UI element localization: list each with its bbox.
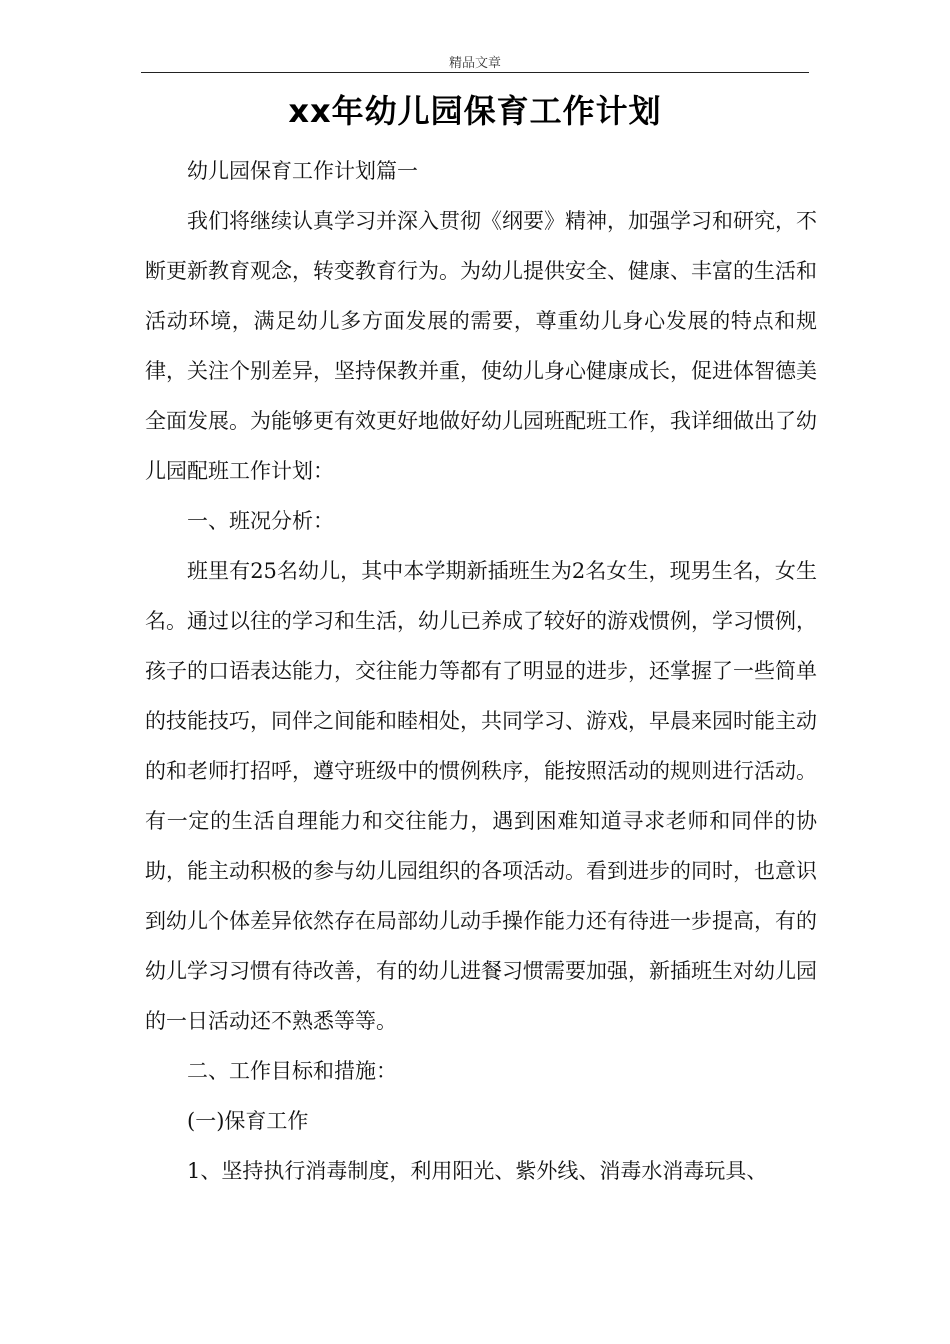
intro-paragraph: 我们将继续认真学习并深入贯彻《纲要》精神，加强学习和研究，不断更新教育观念，转变教育行为。为幼儿提供安全、健康、丰富的生活和活动环境，满足幼儿多方面发展的需要，尊重幼儿身心发展的特点和规律，关注个别差异，坚持保教并重，使幼儿身心健康成长，促进体智德美全面发展。为能够更有效更好地做好幼儿园班配班工作，我详细做出了幼儿园配班工作计划：: [145, 209, 817, 483]
subsection-heading-care-work: (一)保育工作: [187, 1109, 309, 1133]
list-item-disinfection: 1、坚持执行消毒制度，利用阳光、紫外线、消毒水消毒玩具、: [187, 1159, 768, 1183]
header-divider: [141, 72, 809, 73]
document-title: xx年幼儿园保育工作计划: [288, 92, 662, 130]
document-body: [145, 146, 817, 1196]
page-header: 精品文章: [448, 56, 501, 71]
section-heading-goals: 二、工作目标和措施：: [187, 1059, 397, 1083]
section-subtitle: 幼儿园保育工作计划篇一: [187, 159, 418, 183]
class-analysis-paragraph: 班里有25名幼儿，其中本学期新插班生为2名女生，现男生名，女生名。通过以往的学习和生活，幼儿已养成了较好的游戏惯例，学习惯例，孩子的口语表达能力，交往能力等都有了明显的进步，还掌握了一些简单的技能技巧，同伴之间能和睦相处，共同学习、游戏，早晨来园时能主动的和老师打招呼，遵守班级中的惯例秩序，能按照活动的规则进行活动。有一定的生活自理能力和交往能力，遇到困难知道寻求老师和同伴的协助，能主动积极的参与幼儿园组织的各项活动。看到进步的同时，也意识到幼儿个体差异依然存在局部幼儿动手操作能力还有待进一步提高，有的幼儿学习习惯有待改善，有的幼儿进餐习惯需要加强，新插班生对幼儿园的一日活动还不熟悉等等。: [145, 559, 817, 1033]
section-heading-class-analysis: 一、班况分析：: [187, 509, 334, 533]
